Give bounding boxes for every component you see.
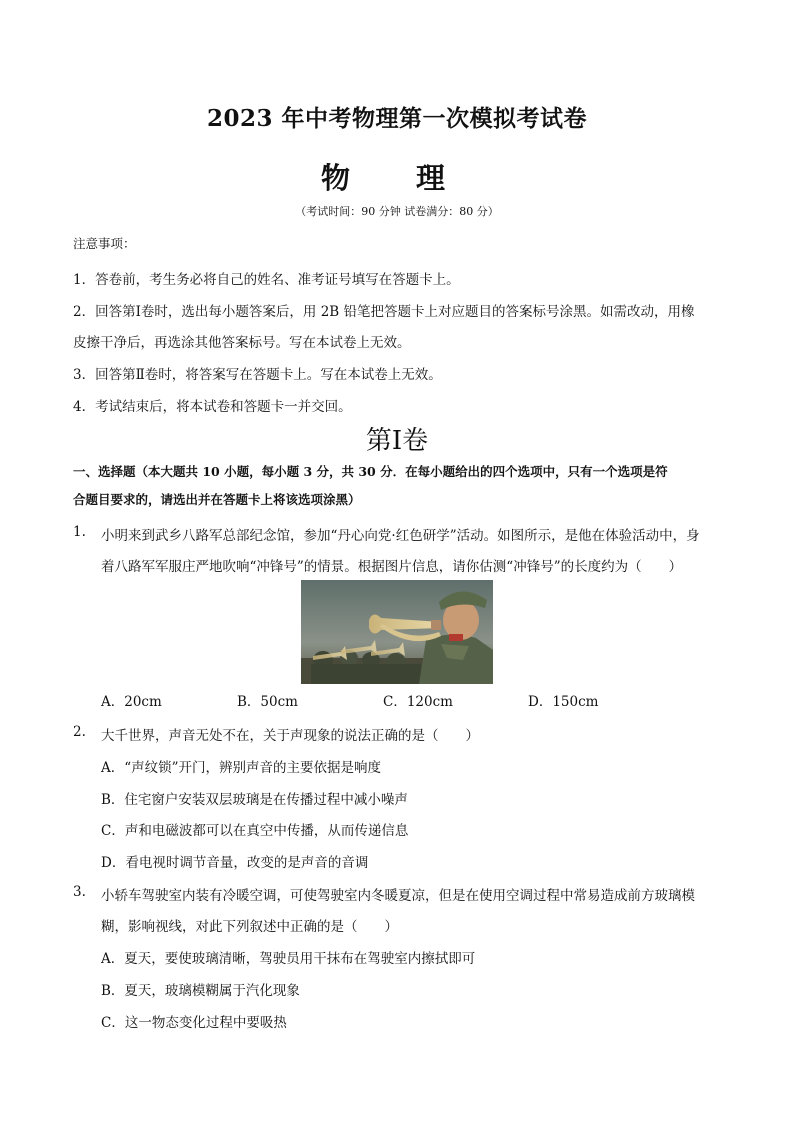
volume-title: 第Ⅰ卷 <box>365 426 429 456</box>
notice-line: 皮擦干净后，再选涂其他答案标号。写在本试卷上无效。 <box>73 335 411 351</box>
subject-title: 物 理 <box>320 161 474 195</box>
section-heading-cont: 合题目要求的，请选出并在答题卡上将该选项涂黑） <box>73 492 361 507</box>
question-number: 2. <box>73 724 86 740</box>
question-text: 着八路军军服庄严地吹响“冲锋号”的情景。根据图片信息，请你估测“冲锋号”的长度约为（ ） <box>101 559 683 575</box>
section-heading: 一、选择题（本大题共 10 小题，每小题 3 分，共 30 分．在每小题给出的四个选项中，只有一个选项是符 <box>73 464 668 479</box>
option-c[interactable]: C．120cm <box>383 694 453 710</box>
question-text: 小明来到武乡八路军总部纪念馆，参加“丹心向党·红色研学”活动。如图所示，是他在体验活动中，身 <box>101 528 700 544</box>
question-number: 3. <box>73 884 86 900</box>
exam-title: 2023 年中考物理第一次模拟考试卷 <box>206 105 588 132</box>
question-text: 小轿车驾驶室内装有冷暖空调，可使驾驶室内冬暖夏凉，但是在使用空调过程中常易造成前方玻璃模 <box>101 888 695 904</box>
option-b[interactable]: B．住宅窗户安装双层玻璃是在传播过程中减小噪声 <box>101 792 408 808</box>
notice-line: 3．回答第Ⅱ卷时，将答案写在答题卡上。写在本试卷上无效。 <box>73 367 442 383</box>
notice-heading: 注意事项： <box>73 236 136 251</box>
option-a[interactable]: A．“声纹锁”开门，辨别声音的主要依据是响度 <box>101 760 382 776</box>
option-b[interactable]: B．夏天，玻璃模糊属于汽化现象 <box>101 983 300 999</box>
option-a[interactable]: A．夏天，要使玻璃清晰，驾驶员用干抹布在驾驶室内擦拭即可 <box>101 951 476 967</box>
exam-meta: （考试时间：90 分钟 试卷满分：80 分） <box>295 205 499 218</box>
option-a[interactable]: A．20cm <box>101 694 162 710</box>
option-d[interactable]: D．150cm <box>528 694 599 710</box>
notice-line: 2．回答第Ⅰ卷时，选出每小题答案后，用 2B 铅笔把答题卡上对应题目的答案标号涂黑。如需改动，用橡 <box>73 304 695 320</box>
option-d[interactable]: D．看电视时调节音量，改变的是声音的音调 <box>101 855 369 871</box>
question-text: 大千世界，声音无处不在，关于声现象的说法正确的是（ ） <box>101 728 479 744</box>
notice-line: 1．答卷前，考生务必将自己的姓名、准考证号填写在答题卡上。 <box>73 272 460 288</box>
question-text: 糊，影响视线，对此下列叙述中正确的是（ ） <box>101 919 398 935</box>
bugle-photo <box>301 580 493 684</box>
option-c[interactable]: C．声和电磁波都可以在真空中传播，从而传递信息 <box>101 823 409 839</box>
notice-line: 4．考试结束后，将本试卷和答题卡一并交回。 <box>73 399 352 415</box>
question-number: 1. <box>73 524 86 540</box>
option-b[interactable]: B．50cm <box>237 694 298 710</box>
option-c[interactable]: C．这一物态变化过程中要吸热 <box>101 1015 287 1031</box>
